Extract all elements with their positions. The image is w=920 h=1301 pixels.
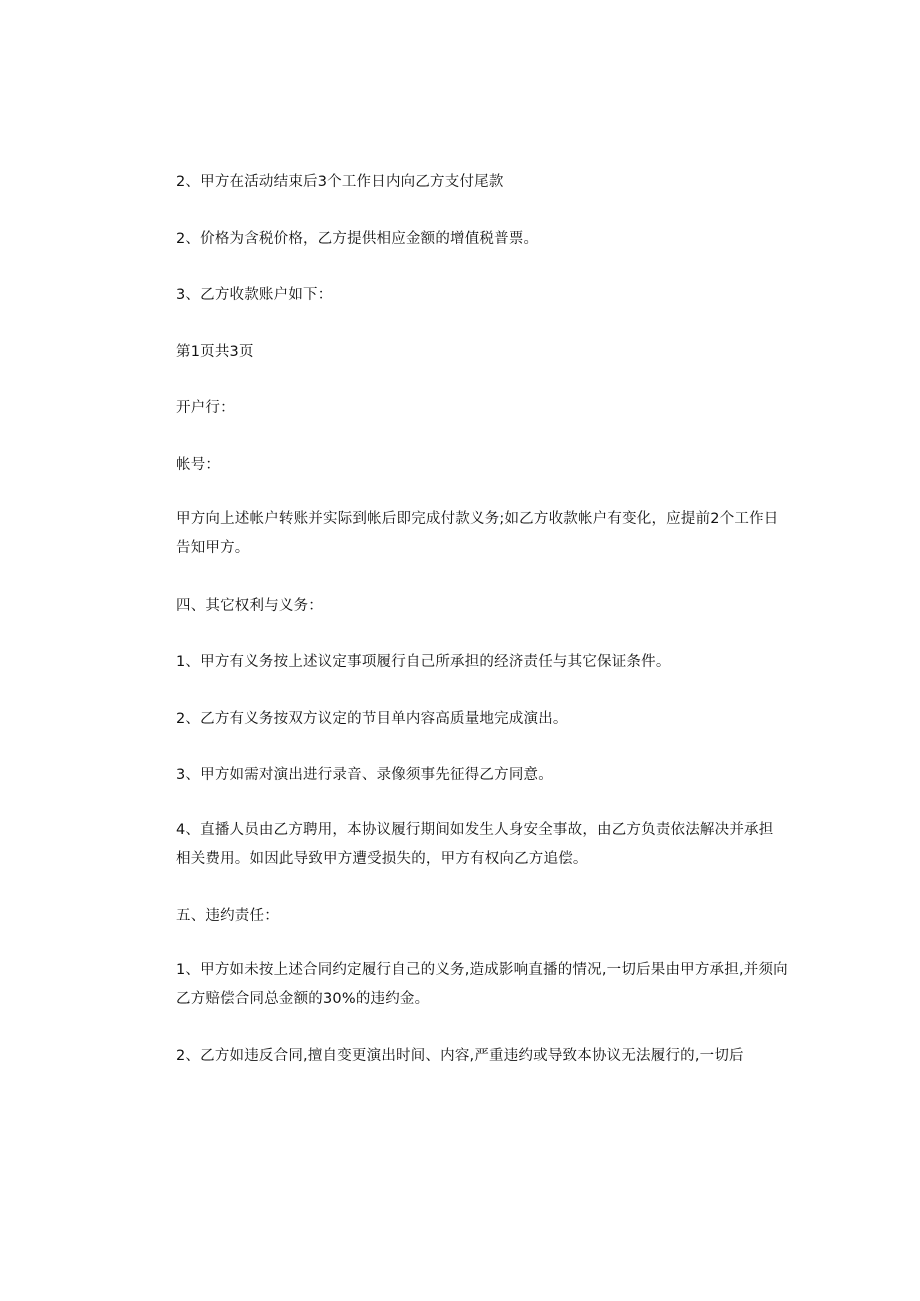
clause-recording-consent: 3、甲方如需对演出进行录音、录像须事先征得乙方同意。 [176,767,553,783]
section-heading-rights: 四、其它权利与义务： [176,598,323,614]
clause-party-b-breach: 2、乙方如违反合同,擅自变更演出时间、内容,严重违约或导致本协议无法履行的,一切后 [176,1048,744,1064]
clause-price-tax: 2、价格为含税价格，乙方提供相应金额的增值税普票。 [176,231,539,247]
clause-payment-completion: 甲方向上述帐户转账并实际到帐后即完成付款义务;如乙方收款帐户有变化，应提前2个工作日告知甲方。 [176,511,779,556]
clause-party-a-breach: 1、甲方如未按上述合同约定履行自己的义务,造成影响直播的情况,一切后果由甲方承担,并须向乙方赔偿合同总金额的30%的违约金。 [176,962,788,1007]
page-number: 第1页共3页 [176,344,254,360]
clause-party-a-obligation: 1、甲方有义务按上述议定事项履行自己所承担的经济责任与其它保证条件。 [176,654,671,670]
clause-party-b-performance: 2、乙方有义务按双方议定的节目单内容高质量地完成演出。 [176,711,568,727]
clause-final-payment: 2、甲方在活动结束后3个工作日内向乙方支付尾款 [176,174,504,190]
clause-payee-account: 3、乙方收款账户如下： [176,287,333,303]
section-heading-breach: 五、违约责任： [176,908,279,924]
bank-name-label: 开户行： [176,400,235,416]
account-number-label: 帐号： [176,457,221,473]
clause-staff-safety: 4、直播人员由乙方聘用，本协议履行期间如发生人身安全事故，由乙方负责依法解决并承担相关费用。如因此导致甲方遭受损失的，甲方有权向乙方追偿。 [176,822,774,867]
